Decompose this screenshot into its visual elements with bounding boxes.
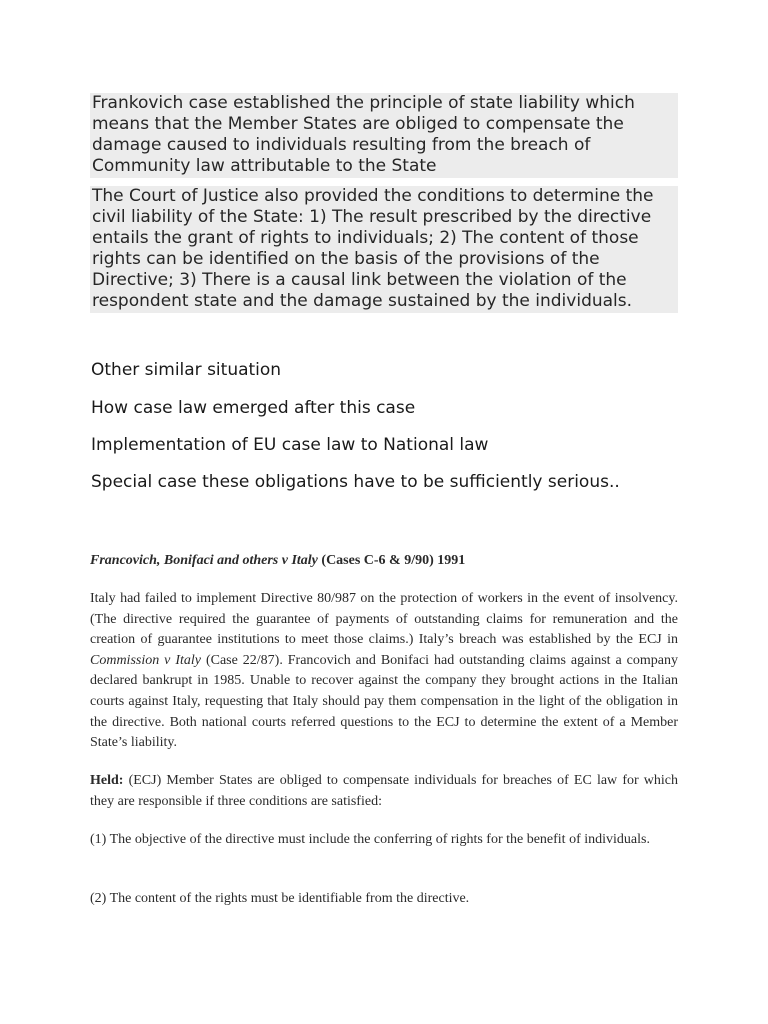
held-label: Held: [90,773,124,788]
topic-other-similar-situation: Other similar situation [91,360,282,380]
summary-paragraph-2-text: The Court of Justice also provided the conditions to determine the civil liability of the State: 1) The result prescribed by the directive entails the grant of rights to individuals; 2) The content of those rights can be identified on the basis of the provisions of the Directive; 3) There is a causal link between the violation of the respondent state and the damage sustained by the individuals. [92,186,654,311]
summary-paragraph-2 [90,186,678,313]
held-text: (ECJ) Member States are obliged to compensate individuals for breaches of EC law for which they are responsible if three conditions are satisfied: [90,773,678,809]
case-title-italic: Francovich, Bonifaci and others v Italy [90,553,318,568]
condition-1-text: (1) The objective of the directive must include the conferring of rights for the benefit of individuals. [90,832,650,847]
condition-2-text: (2) The content of the rights must be identifiable from the directive. [90,891,470,906]
case-facts-part-1: Italy had failed to implement Directive 80/987 on the protection of workers in the event of insolvency. (The directive required the guarantee of payments of outstanding claims for remuneration and the creation of guarantee institutions to meet those claims.) Italy’s breach was established by the ECJ in [90,591,678,648]
topic-implementation: Implementation of EU case law to National law [91,435,489,455]
case-heading [90,551,678,572]
summary-paragraph-1-text: Frankovich case established the principle of state liability which means that the Member States are obliged to compensate the damage caused to individuals resulting from the breach of Community law attributable to the State [92,93,635,176]
topic-special-case: Special case these obligations have to be sufficiently serious.. [91,472,620,492]
summary-paragraph-1 [90,93,678,178]
case-facts-part-2: (Case 22/87). Francovich and Bonifaci had outstanding claims against a company declared bankrupt in 1985. Unable to recover against the company they brought actions in the Italian courts against Italy, requesting that Italy should pay them compensation in the light of the obligation in the directive. Both national courts referred questions to the ECJ to determine the extent of a Member State’s liability. [90,652,678,751]
case-facts-italic-citation: Commission v Italy [90,652,201,668]
condition-2 [90,889,678,910]
held-paragraph [90,771,678,812]
condition-1 [90,830,678,851]
case-title-rest: (Cases C-6 & 9/90) 1991 [317,553,466,568]
topic-case-law-emergence: How case law emerged after this case [91,398,416,418]
case-facts-paragraph [90,589,678,754]
